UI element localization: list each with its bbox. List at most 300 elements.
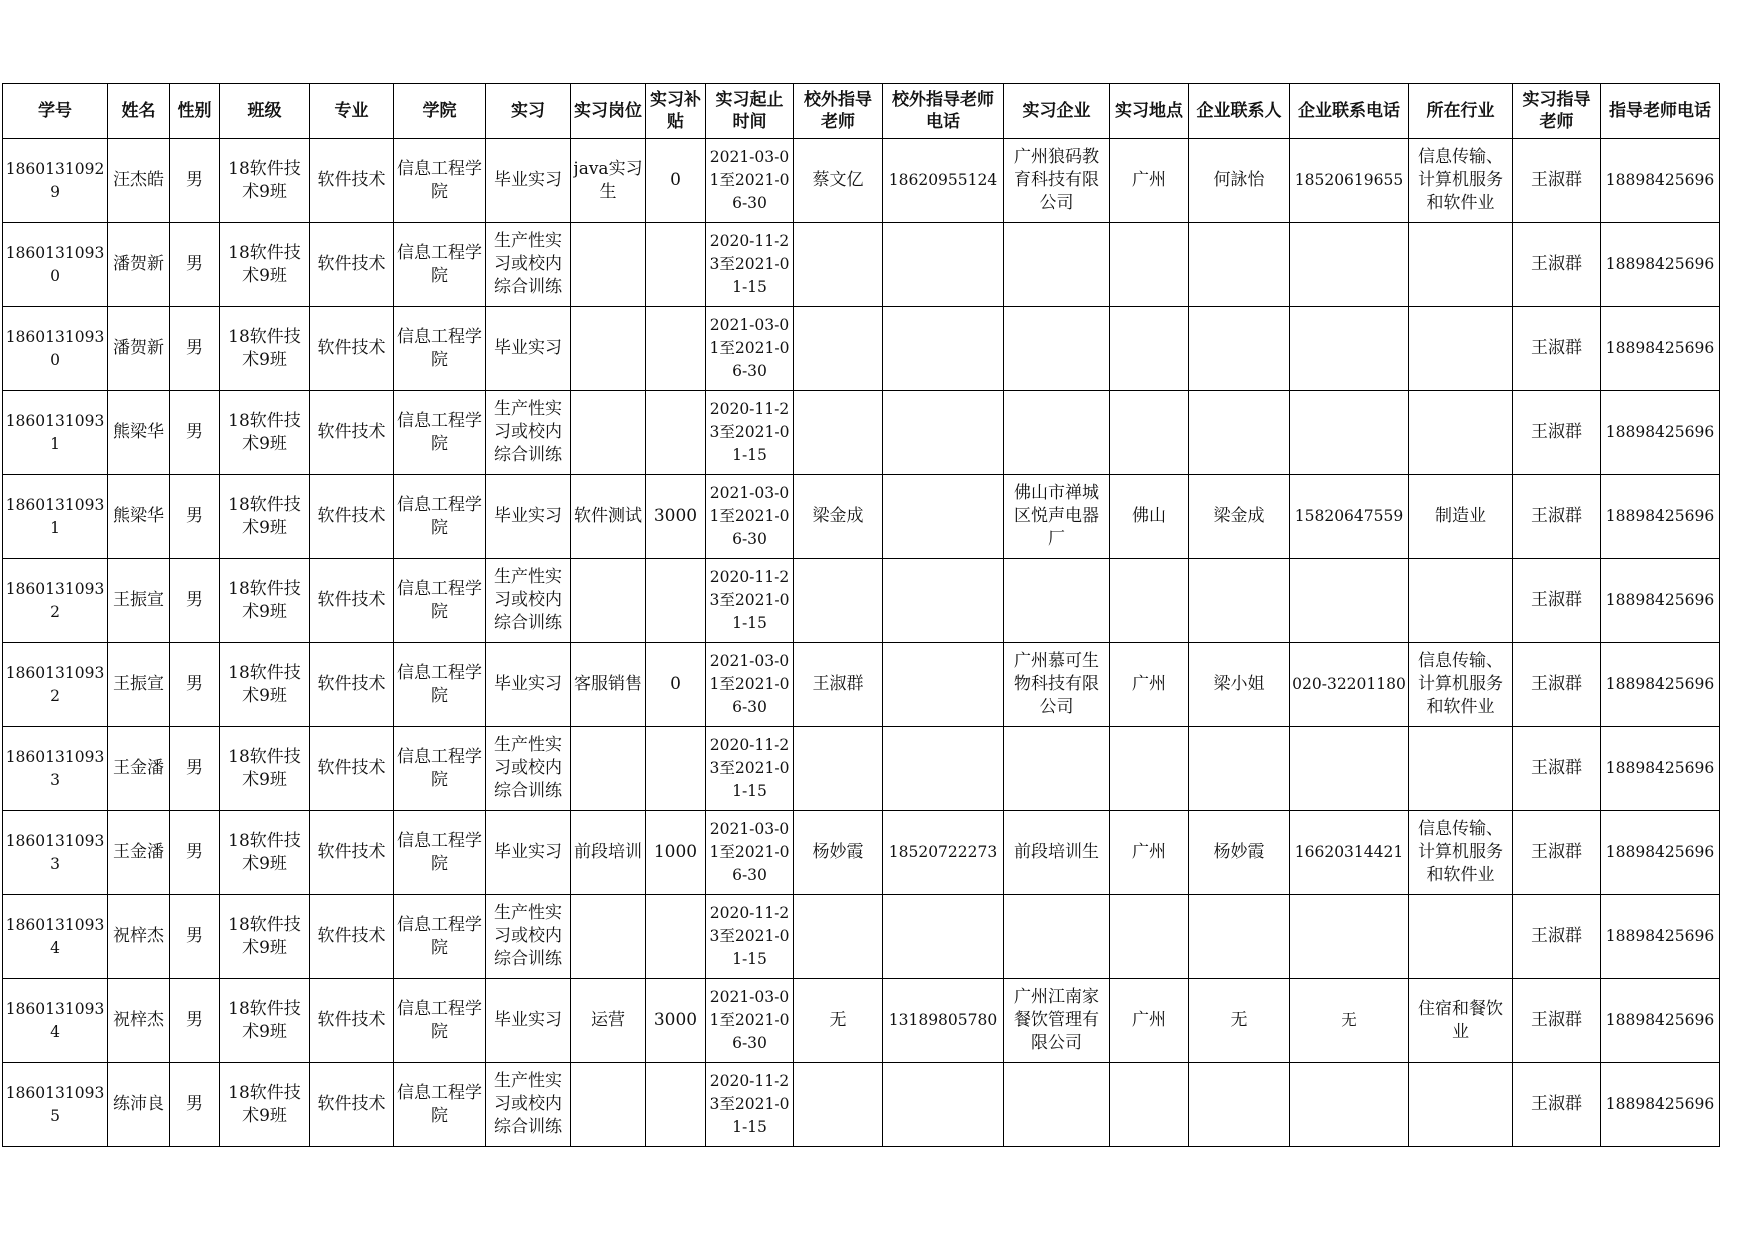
cell-text: 18620955124 [888,171,998,189]
cell-text: 男 [186,758,203,778]
cell-text: 客服销售 [574,674,642,694]
cell-company [1004,727,1110,811]
cell-text: 男 [186,1094,203,1114]
cell-text: 信息工程学院 [397,746,482,790]
cell-class [220,811,310,895]
cell-company-phone [1290,643,1409,727]
cell-student-id [3,139,108,223]
cell-text: 梁小姐 [1213,674,1265,694]
cell-text: 蔡文亿 [812,170,864,190]
cell-company-phone [1290,391,1409,475]
cell-student-id [3,391,108,475]
cell-company [1004,475,1110,559]
cell-text: 生产性实习或校内综合训练 [494,231,562,297]
cell-major [310,895,394,979]
cell-location [1110,139,1189,223]
cell-text: 18601310933 [5,747,105,789]
cell-text: 王淑群 [1531,254,1582,274]
cell-gender [170,811,220,895]
cell-subsidy [646,811,706,895]
cell-subsidy [646,979,706,1063]
cell-location [1110,895,1189,979]
cell-text: 无 [1230,1010,1248,1030]
cell-external-advisor [794,895,883,979]
cell-text: 王淑群 [812,674,864,694]
cell-text: 王淑群 [1531,842,1582,862]
cell-subsidy [646,643,706,727]
cell-text: 信息工程学院 [397,830,482,874]
header-advisor: 实习指导老师 [1513,84,1601,139]
cell-text: 王淑群 [1531,926,1582,946]
cell-text: 毕业实习 [494,1010,562,1030]
cell-company-contact [1189,895,1290,979]
cell-internship-type [486,139,571,223]
cell-text: 王淑群 [1531,674,1582,694]
cell-student-id [3,895,108,979]
cell-company [1004,223,1110,307]
cell-external-advisor [794,1063,883,1147]
cell-subsidy [646,475,706,559]
cell-text: 王淑群 [1531,170,1582,190]
cell-external-advisor [794,643,883,727]
cell-college [394,139,486,223]
cell-internship-type [486,1063,571,1147]
cell-text: 男 [186,926,203,946]
cell-industry [1409,475,1513,559]
cell-industry [1409,727,1513,811]
cell-name [108,475,170,559]
cell-external-advisor-phone [883,475,1004,559]
cell-advisor-phone [1601,559,1720,643]
header-major: 专业 [310,84,394,139]
table-row [3,979,1720,1063]
cell-text: 信息工程学院 [397,998,482,1042]
cell-student-id [3,643,108,727]
cell-text: 信息工程学院 [397,662,482,706]
header-internship-type: 实习 [486,84,571,139]
cell-text: 18软件技术9班 [228,662,301,706]
cell-text: 王淑群 [1531,506,1582,526]
cell-external-advisor-phone [883,139,1004,223]
cell-industry [1409,811,1513,895]
cell-advisor [1513,307,1601,391]
cell-period [706,559,794,643]
cell-name [108,139,170,223]
cell-gender [170,727,220,811]
cell-company [1004,643,1110,727]
cell-text: 信息传输、计算机服务和软件业 [1418,819,1503,885]
cell-major [310,643,394,727]
cell-company-phone [1290,1063,1409,1147]
table-row [3,307,1720,391]
cell-text: 18898425696 [1605,255,1715,273]
cell-internship-type [486,811,571,895]
cell-text: 王淑群 [1531,338,1582,358]
cell-internship-type [486,307,571,391]
cell-position [571,223,646,307]
header-industry: 所在行业 [1409,84,1513,139]
cell-advisor [1513,895,1601,979]
cell-external-advisor-phone [883,895,1004,979]
cell-external-advisor [794,979,883,1063]
cell-text: 潘贺新 [113,254,164,274]
header-company-contact: 企业联系人 [1189,84,1290,139]
cell-period [706,895,794,979]
cell-company [1004,811,1110,895]
cell-company-contact [1189,307,1290,391]
cell-text: 18898425696 [1605,1095,1715,1113]
cell-subsidy [646,223,706,307]
cell-external-advisor-phone [883,979,1004,1063]
cell-internship-type [486,559,571,643]
cell-major [310,979,394,1063]
cell-location [1110,1063,1189,1147]
cell-advisor-phone [1601,1063,1720,1147]
cell-location [1110,811,1189,895]
header-name: 姓名 [108,84,170,139]
table-body [3,139,1720,1147]
table-row [3,643,1720,727]
cell-text: 男 [186,590,203,610]
cell-company-phone [1290,139,1409,223]
cell-location [1110,727,1189,811]
header-company-phone: 企业联系电话 [1290,84,1409,139]
cell-advisor-phone [1601,895,1720,979]
cell-position [571,643,646,727]
cell-text: 18601310930 [5,327,105,369]
cell-text: 运营 [591,1010,625,1030]
cell-name [108,1063,170,1147]
cell-gender [170,475,220,559]
header-gender: 性别 [170,84,220,139]
cell-company-contact [1189,139,1290,223]
cell-text: 18601310935 [5,1083,105,1125]
cell-text: 15820647559 [1294,507,1404,525]
cell-college [394,307,486,391]
cell-company-phone [1290,223,1409,307]
cell-text: 毕业实习 [494,674,562,694]
cell-text: 18软件技术9班 [228,830,301,874]
cell-location [1110,559,1189,643]
header-college: 学院 [394,84,486,139]
header-class: 班级 [220,84,310,139]
cell-text: 18软件技术9班 [228,494,301,538]
cell-advisor-phone [1601,727,1720,811]
cell-text: 18601310930 [5,243,105,285]
cell-text: 生产性实习或校内综合训练 [494,1071,562,1137]
cell-external-advisor [794,811,883,895]
cell-text: 软件技术 [317,1094,386,1114]
cell-gender [170,559,220,643]
cell-text: 男 [186,842,203,862]
cell-text: 18601310932 [5,579,105,621]
cell-text: 18898425696 [1605,675,1715,693]
cell-advisor [1513,559,1601,643]
cell-period [706,811,794,895]
header-location: 实习地点 [1110,84,1189,139]
cell-college [394,223,486,307]
cell-text: 软件技术 [317,338,386,358]
cell-text: 潘贺新 [113,338,164,358]
cell-text: 男 [186,254,203,274]
cell-gender [170,979,220,1063]
cell-period [706,1063,794,1147]
cell-name [108,727,170,811]
cell-text: 佛山 [1132,506,1166,526]
cell-student-id [3,979,108,1063]
cell-text: 18898425696 [1605,339,1715,357]
cell-advisor [1513,223,1601,307]
cell-class [220,1063,310,1147]
cell-text: 信息工程学院 [397,242,482,286]
cell-advisor [1513,475,1601,559]
cell-text: 18898425696 [1605,759,1715,777]
cell-advisor [1513,1063,1601,1147]
cell-text: 王金潘 [113,842,164,862]
cell-company-contact [1189,1063,1290,1147]
cell-name [108,559,170,643]
table-row [3,559,1720,643]
cell-college [394,475,486,559]
cell-text: 梁金成 [812,506,864,526]
cell-text: 何詠怡 [1213,170,1265,190]
cell-college [394,559,486,643]
cell-text: 信息工程学院 [397,914,482,958]
cell-location [1110,475,1189,559]
cell-industry [1409,979,1513,1063]
cell-text: 男 [186,338,203,358]
cell-text: 2020-11-23至2021-01-15 [709,400,790,464]
table-header [3,84,1720,139]
cell-subsidy [646,391,706,475]
cell-gender [170,643,220,727]
cell-period [706,727,794,811]
cell-advisor [1513,979,1601,1063]
cell-text: 祝梓杰 [113,926,164,946]
cell-advisor [1513,811,1601,895]
cell-company-contact [1189,475,1290,559]
cell-company-contact [1189,391,1290,475]
cell-advisor-phone [1601,307,1720,391]
cell-text: 2021-03-01至2021-06-30 [709,484,790,548]
cell-industry [1409,307,1513,391]
cell-class [220,223,310,307]
table-row [3,475,1720,559]
cell-text: 18898425696 [1605,591,1715,609]
cell-student-id [3,727,108,811]
cell-position [571,1063,646,1147]
cell-class [220,895,310,979]
cell-text: 前段培训生 [1014,842,1099,862]
cell-text: 广州 [1132,1010,1166,1030]
cell-company-contact [1189,727,1290,811]
cell-text: 梁金成 [1213,506,1265,526]
cell-text: 18898425696 [1605,927,1715,945]
cell-major [310,811,394,895]
cell-college [394,895,486,979]
cell-text: 毕业实习 [494,338,562,358]
cell-advisor-phone [1601,391,1720,475]
cell-period [706,643,794,727]
cell-text: 广州江南家餐饮管理有限公司 [1014,987,1099,1053]
cell-text: 软件技术 [317,422,386,442]
cell-company-phone [1290,727,1409,811]
header-external-advisor: 校外指导老师 [794,84,883,139]
cell-text: 男 [186,422,203,442]
cell-text: 无 [829,1010,847,1030]
cell-text: 杨妙霞 [1213,842,1265,862]
cell-student-id [3,307,108,391]
cell-text: 生产性实习或校内综合训练 [494,567,562,633]
cell-text: 18520619655 [1294,171,1404,189]
cell-text: 软件技术 [317,674,386,694]
cell-position [571,475,646,559]
cell-location [1110,643,1189,727]
cell-advisor [1513,643,1601,727]
cell-text: 2020-11-23至2021-01-15 [709,232,790,296]
cell-text: 王淑群 [1531,758,1582,778]
cell-location [1110,979,1189,1063]
cell-subsidy [646,727,706,811]
cell-external-advisor [794,475,883,559]
cell-external-advisor [794,391,883,475]
cell-text: 2021-03-01至2021-06-30 [709,316,790,380]
cell-student-id [3,811,108,895]
cell-company-phone [1290,895,1409,979]
cell-advisor-phone [1601,139,1720,223]
cell-name [108,307,170,391]
cell-text: 16620314421 [1294,843,1404,861]
cell-text: 18601310931 [5,495,105,537]
cell-advisor-phone [1601,979,1720,1063]
cell-subsidy [646,307,706,391]
cell-text: 信息工程学院 [397,410,482,454]
cell-text: 18软件技术9班 [228,410,301,454]
cell-major [310,223,394,307]
cell-subsidy [646,559,706,643]
cell-period [706,223,794,307]
cell-company [1004,1063,1110,1147]
cell-position [571,895,646,979]
cell-class [220,475,310,559]
cell-advisor [1513,139,1601,223]
cell-internship-type [486,727,571,811]
cell-text: 男 [186,170,203,190]
cell-text: 男 [186,1010,203,1030]
cell-text: 杨妙霞 [812,842,864,862]
cell-text: 制造业 [1435,506,1486,526]
cell-text: 生产性实习或校内综合训练 [494,903,562,969]
table-row [3,1063,1720,1147]
cell-text: 18软件技术9班 [228,326,301,370]
cell-text: 生产性实习或校内综合训练 [494,399,562,465]
cell-text: 2021-03-01至2021-06-30 [709,148,790,212]
cell-position [571,139,646,223]
cell-text: 18软件技术9班 [228,746,301,790]
cell-advisor [1513,391,1601,475]
cell-external-advisor-phone [883,391,1004,475]
cell-external-advisor [794,727,883,811]
cell-period [706,139,794,223]
cell-position [571,391,646,475]
cell-advisor-phone [1601,811,1720,895]
cell-industry [1409,559,1513,643]
cell-industry [1409,139,1513,223]
cell-gender [170,895,220,979]
cell-company [1004,979,1110,1063]
cell-text: 无 [1341,1011,1357,1029]
cell-text: 男 [186,674,203,694]
cell-company-contact [1189,979,1290,1063]
cell-company [1004,139,1110,223]
cell-text: 3000 [653,506,698,526]
cell-company-phone [1290,979,1409,1063]
cell-major [310,1063,394,1147]
cell-gender [170,391,220,475]
cell-text: 信息工程学院 [397,158,482,202]
cell-company-phone [1290,559,1409,643]
cell-text: 王振宣 [113,590,164,610]
cell-text: 王金潘 [113,758,164,778]
cell-position [571,811,646,895]
cell-text: 广州慕可生物科技有限公司 [1014,651,1099,717]
cell-college [394,811,486,895]
cell-text: 18898425696 [1605,843,1715,861]
cell-text: 信息工程学院 [397,494,482,538]
cell-position [571,559,646,643]
cell-text: 18软件技术9班 [228,914,301,958]
cell-text: 软件技术 [317,758,386,778]
cell-text: 软件技术 [317,506,386,526]
cell-company-contact [1189,223,1290,307]
cell-name [108,895,170,979]
cell-text: 毕业实习 [494,506,562,526]
header-position: 实习岗位 [571,84,646,139]
cell-external-advisor-phone [883,1063,1004,1147]
cell-external-advisor-phone [883,811,1004,895]
cell-text: 18898425696 [1605,423,1715,441]
cell-class [220,307,310,391]
cell-text: 1000 [653,842,698,862]
cell-college [394,643,486,727]
cell-text: 2020-11-23至2021-01-15 [709,736,790,800]
cell-major [310,139,394,223]
cell-subsidy [646,895,706,979]
cell-student-id [3,223,108,307]
cell-student-id [3,475,108,559]
header-external-advisor-phone: 校外指导老师电话 [883,84,1004,139]
cell-text: 广州狼码教育科技有限公司 [1014,147,1099,213]
header-advisor-phone: 指导老师电话 [1601,84,1720,139]
table-row [3,391,1720,475]
cell-text: 信息传输、计算机服务和软件业 [1418,147,1503,213]
cell-text: 13189805780 [888,1011,998,1029]
cell-text: java实习生 [573,158,643,202]
cell-industry [1409,1063,1513,1147]
cell-text: 汪杰皓 [113,170,164,190]
cell-text: 18软件技术9班 [228,158,301,202]
cell-text: 王振宣 [113,674,164,694]
cell-college [394,391,486,475]
cell-text: 0 [670,674,681,694]
cell-advisor-phone [1601,223,1720,307]
header-row [3,84,1720,139]
cell-internship-type [486,391,571,475]
cell-industry [1409,895,1513,979]
cell-college [394,1063,486,1147]
cell-text: 软件技术 [317,842,386,862]
cell-name [108,391,170,475]
